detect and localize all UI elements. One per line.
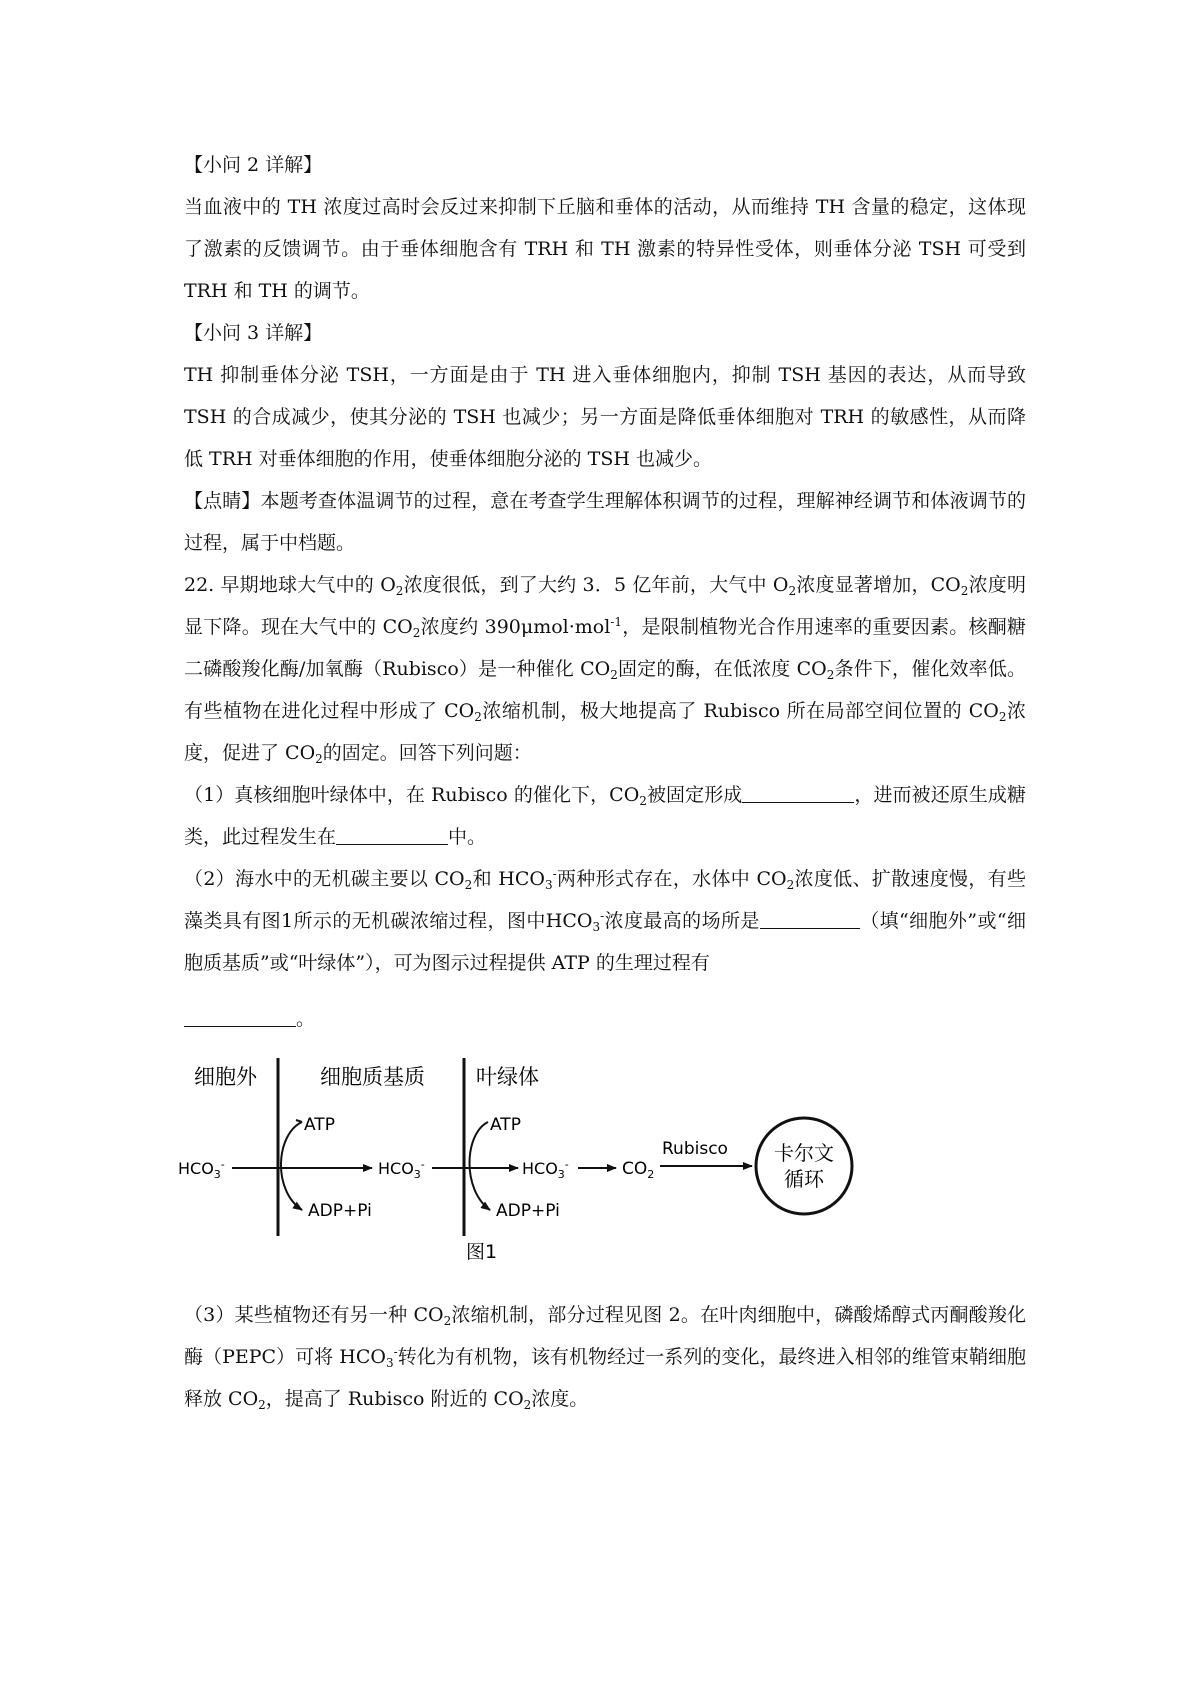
question-22-part-3: （3）某些植物还有另一种 $CO_2$浓缩机制，部分过程见图 2。在叶肉细胞中，磷酸烯醇式丙酮酸羧化酶（PEPC）可将 $HCO_3^-$转化为有机物，该有机物经过一系列的变化，最终进入相邻的维管束鞘细胞释放 $CO_2$，提高了 Rubisco 附近的 $CO_2$浓度。	[184, 1304, 1026, 1412]
answer-blank-4[interactable]	[184, 1004, 296, 1027]
adp-label-2: ADP+Pi	[496, 1201, 560, 1221]
atp-label-1: ATP	[304, 1115, 335, 1135]
answer-blank-3[interactable]	[760, 906, 860, 929]
answer-blank-1[interactable]	[742, 780, 854, 803]
comment-paragraph: 【点睛】本题考查体温调节的过程，意在考查学生理解体积调节的过程，理解神经调节和体液调节的过程，属于中档题。	[184, 490, 1026, 554]
hco3-chloroplast-label: $HCO_3^-$	[522, 1158, 569, 1181]
question-22-part-2: （2）海水中的无机碳主要以 $CO_2$和 $HCO_3^-$两种形式存在，水体中 $CO_2$浓度低、扩散速度慢，有些藻类具有图1所示的无机碳浓缩过程，图中$HCO_3^-$浓度最高的场所是 （填“细胞外”或“细胞质基质”或“叶绿体”），可为图示过程提供 ATP 的生理过程有	[184, 867, 1026, 974]
rubisco-label: Rubisco	[662, 1139, 728, 1159]
hco3-cytoplasm-label: $HCO_3^-$	[378, 1158, 425, 1181]
question-22-intro: 22. 早期地球大气中的 $O_2$浓度很低，到了大约 3．5 亿年前，大气中 $O_2$浓度显著增加，$CO_2$浓度明显下降。现在大气中的 $CO_2$浓度约 390μmol·mol$^{-1}$，是限制植物光合作用速率的重要因素。核酮糖二磷酸羧化酶/加氧酶（Rubisco）是一种催化 $CO_2$固定的酶，在低浓度 $CO_2$条件下，催化效率低。有些植物在进化过程中形成了 $CO_2$浓缩机制，极大地提高了 Rubisco 所在局部空间位置的 $CO_2$浓度，促进了 $CO_2$的固定。回答下列问题：	[184, 574, 1027, 766]
q3-heading: 【小问 3 详解】	[184, 322, 323, 344]
q3-body: TH 抑制垂体分泌 TSH，一方面是由于 TH 进入垂体细胞内，抑制 TSH 基因的表达，从而导致 TSH 的合成减少，使其分泌的 TSH 也减少；另一方面是降低垂体细胞对 TRH 的敏感性，从而降低 TRH 对垂体细胞的作用，使垂体细胞分泌的 TSH 也减少。	[184, 364, 1026, 470]
q2-body: 当血液中的 TH 浓度过高时会反过来抑制下丘脑和垂体的活动，从而维持 TH 含量的稳定，这体现了激素的反馈调节。由于垂体细胞含有 TRH 和 TH 激素的特异性受体，则垂体分泌 TSH 可受到 TRH 和 TH 的调节。	[184, 196, 1026, 302]
answer-blank-2[interactable]	[336, 822, 448, 845]
figure-1-diagram	[178, 1050, 1026, 1263]
figure-1-caption: 图1	[466, 1241, 498, 1263]
hco3-outside-label: $HCO_3^-$	[178, 1158, 225, 1181]
co2-label: $CO_2$	[622, 1159, 655, 1181]
atp-label-2: ATP	[490, 1115, 521, 1135]
question-22-part-2-tail: 。	[184, 998, 1026, 1040]
atp-hydrolysis-arrow-2	[470, 1122, 491, 1210]
atp-hydrolysis-arrow-1	[281, 1122, 302, 1210]
figure-1	[178, 1050, 1026, 1263]
region-label-cytoplasm: 细胞质基质	[320, 1065, 425, 1089]
calvin-cycle-label-line-2: 循环	[784, 1167, 824, 1191]
document-content	[178, 144, 1027, 1420]
calvin-cycle-label-line-1: 卡尔文	[774, 1141, 834, 1165]
region-label-outside: 细胞外	[194, 1065, 257, 1089]
calvin-cycle-circle	[756, 1118, 852, 1214]
region-label-chloroplast: 叶绿体	[476, 1065, 539, 1089]
question-22-part-1: （1）真核细胞叶绿体中，在 Rubisco 的催化下，$CO_2$被固定形成 ，进而被还原生成糖类，此过程发生在 中。	[184, 774, 1026, 858]
adp-label-1: ADP+Pi	[308, 1201, 372, 1221]
q2-heading: 【小问 2 详解】	[184, 154, 323, 176]
